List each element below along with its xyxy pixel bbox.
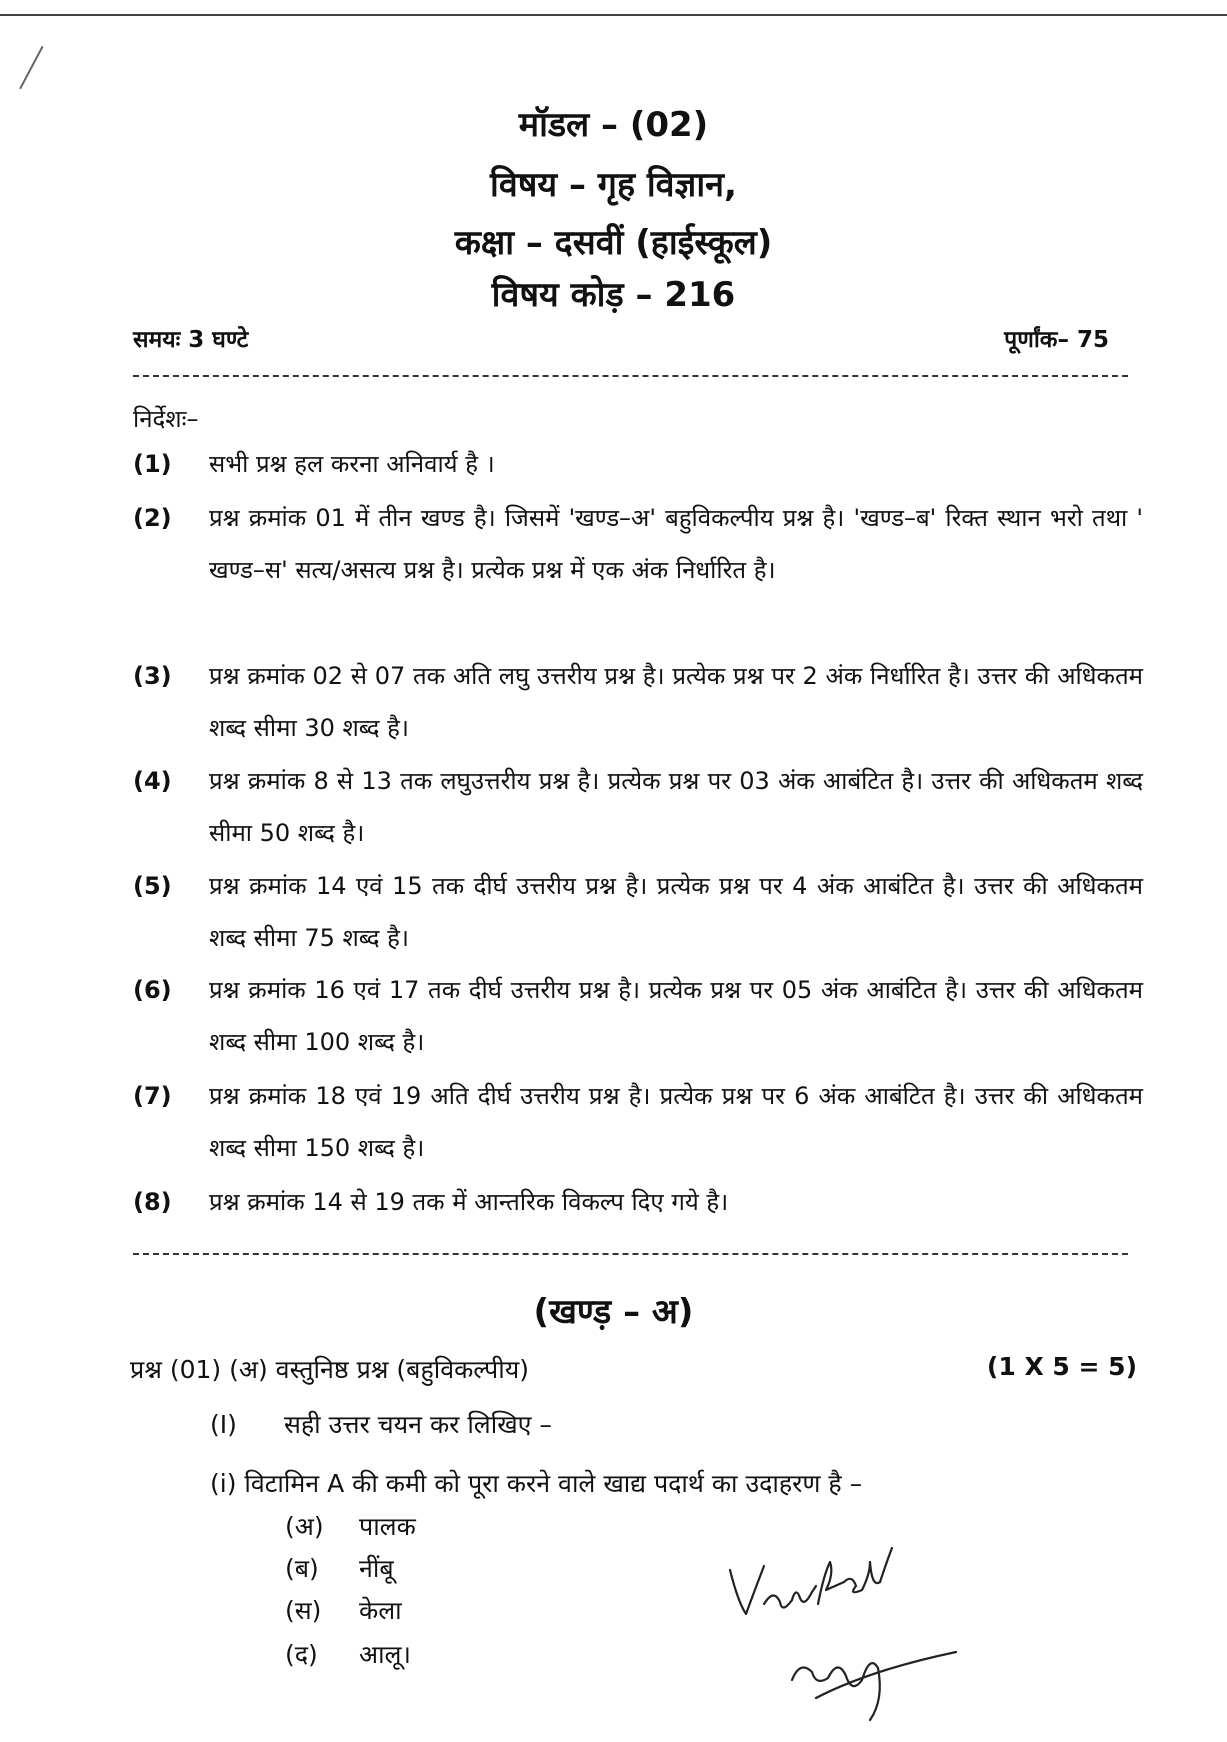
instruction-item <box>133 492 1143 596</box>
option-item <box>285 1509 416 1543</box>
option-item <box>285 1637 411 1671</box>
option-item <box>285 1593 402 1627</box>
option-label: (द) <box>285 1640 318 1669</box>
instruction-number: (5) <box>133 872 172 900</box>
subject-title: विषय – गृह विज्ञान, <box>490 165 737 205</box>
instruction-item <box>133 1070 1143 1174</box>
total-marks-label: पूर्णांक– 75 <box>1004 327 1109 353</box>
time-label: समयः 3 घण्टे <box>133 327 249 353</box>
instruction-item <box>133 438 1143 490</box>
option-text: आलू। <box>359 1640 411 1669</box>
instruction-number: (2) <box>133 504 172 532</box>
option-label: (स) <box>285 1596 322 1625</box>
question-text: (i) विटामिन A की कमी को पूरा करने वाले खाद्य पदार्थ का उदाहरण है – <box>210 1469 863 1498</box>
scan-mark <box>19 46 49 92</box>
instruction-number: (4) <box>133 767 172 795</box>
sub-question-text: सही उत्तर चयन कर लिखिए – <box>284 1410 552 1439</box>
instruction-text: सभी प्रश्न हल करना अनिवार्य है । <box>209 450 495 478</box>
instruction-item <box>133 1176 1143 1228</box>
instruction-number: (1) <box>133 450 172 478</box>
sub-question-number: (I) <box>210 1410 237 1439</box>
instruction-text: प्रश्न क्रमांक 18 एवं 19 अति दीर्घ उत्तरीय प्रश्न है। प्रत्येक प्रश्न पर 6 अंक आबंटित है। उत्तर की अधिकतम शब्द सीमा 150 शब्द है। <box>209 1082 1143 1162</box>
instruction-text: प्रश्न क्रमांक 14 से 19 तक में आन्तरिक विकल्प दिए गये है। <box>209 1188 729 1216</box>
instruction-text: प्रश्न क्रमांक 16 एवं 17 तक दीर्घ उत्तरीय प्रश्न है। प्रत्येक प्रश्न पर 05 अंक आबंटित है। उत्तर की अधिकतम शब्द सीमा 100 शब्द है। <box>209 976 1143 1056</box>
handwritten-signature <box>720 1530 980 1730</box>
instruction-number: (8) <box>133 1188 172 1216</box>
class-title: कक्षा – दसवीं (हाईस्कूल) <box>454 223 773 263</box>
option-text: पालक <box>359 1512 416 1541</box>
instruction-text: प्रश्न क्रमांक 01 में तीन खण्ड है। जिसमें 'खण्ड–अ' बहुविकल्पीय प्रश्न है। 'खण्ड–ब' रिक्त स्थान भरो तथा ' खण्ड–स' सत्य/असत्य प्रश्न है। प्रत्येक प्रश्न में एक अंक निर्धारित है। <box>209 504 1143 584</box>
sub-question <box>210 1407 552 1441</box>
divider-dashed <box>133 1253 1128 1255</box>
option-label: (अ) <box>285 1512 324 1541</box>
top-border-line <box>0 14 1227 16</box>
question-marks: (1 X 5 = 5) <box>986 1352 1137 1381</box>
question-label: प्रश्न (01) (अ) वस्तुनिष्ठ प्रश्न (बहुविकल्पीय) <box>130 1355 529 1384</box>
instruction-number: (6) <box>133 976 172 1004</box>
option-item <box>285 1551 394 1585</box>
instruction-number: (3) <box>133 662 172 690</box>
instruction-text: प्रश्न क्रमांक 8 से 13 तक लघुउत्तरीय प्रश्न है। प्रत्येक प्रश्न पर 03 अंक आबंटित है। उत्तर की अधिकतम शब्द सीमा 50 शब्द है। <box>209 767 1143 847</box>
option-text: नींबू <box>359 1554 394 1583</box>
instruction-item <box>133 650 1143 754</box>
subject-code-title: विषय कोड़ – 216 <box>491 275 736 315</box>
instruction-text: प्रश्न क्रमांक 02 से 07 तक अति लघु उत्तरीय प्रश्न है। प्रत्येक प्रश्न पर 2 अंक निर्धारित है। उत्तर की अधिकतम शब्द सीमा 30 शब्द है। <box>209 662 1143 742</box>
instruction-item <box>133 860 1143 964</box>
instruction-text: प्रश्न क्रमांक 14 एवं 15 तक दीर्घ उत्तरीय प्रश्न है। प्रत्येक प्रश्न पर 4 अंक आबंटित है। उत्तर की अधिकतम शब्द सीमा 75 शब्द है। <box>209 872 1143 952</box>
section-heading: (खण्ड़ – अ) <box>533 1292 694 1332</box>
instruction-item <box>133 964 1143 1068</box>
instruction-number: (7) <box>133 1082 172 1110</box>
divider-dashed <box>133 375 1128 377</box>
instruction-item <box>133 755 1143 859</box>
instructions-heading: निर्देशः– <box>133 405 199 433</box>
option-text: केला <box>359 1596 402 1625</box>
option-label: (ब) <box>285 1554 319 1583</box>
model-title: मॉडल – (02) <box>518 105 709 145</box>
